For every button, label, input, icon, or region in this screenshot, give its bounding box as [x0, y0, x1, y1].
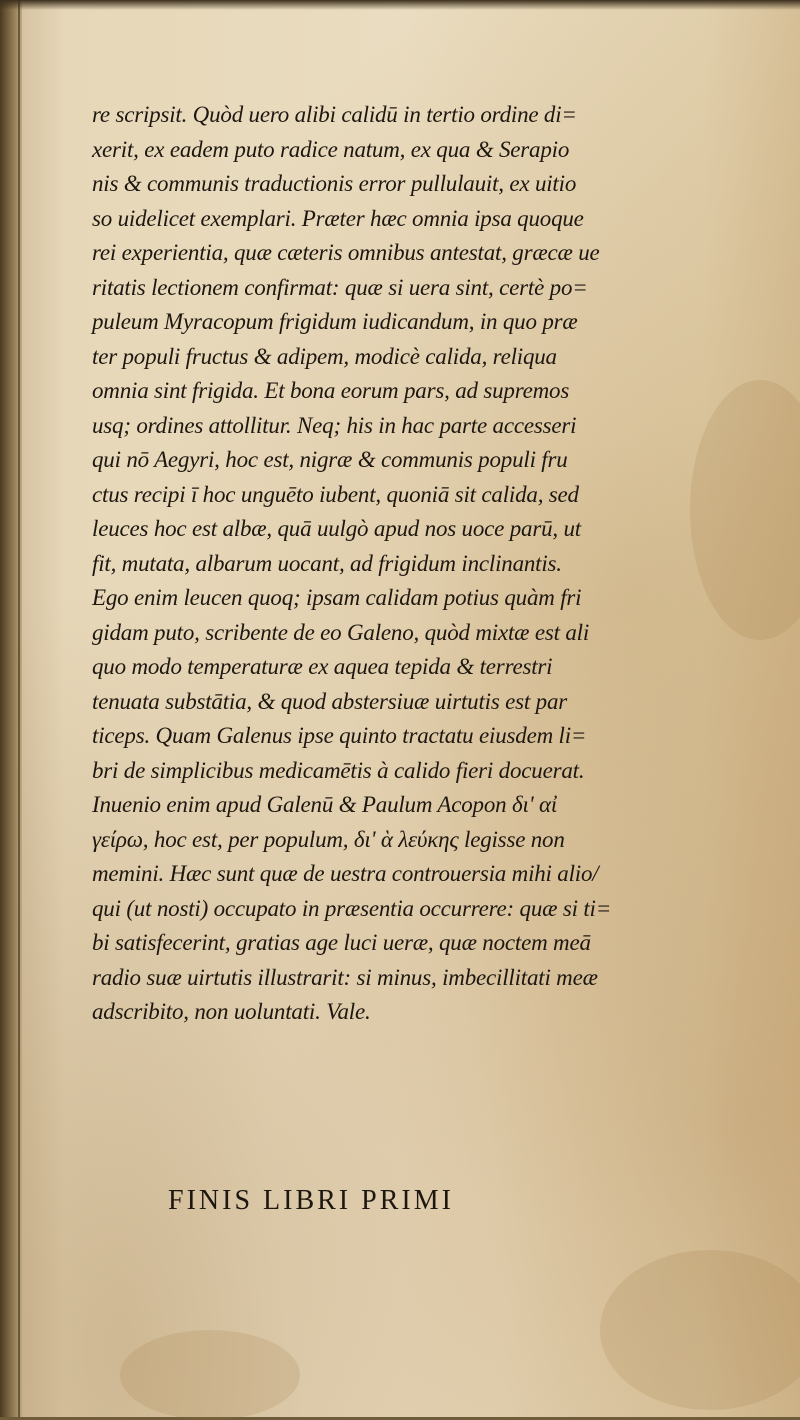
body-text — [92, 98, 692, 1030]
paper-stain — [120, 1330, 300, 1420]
text-line: radio suæ uirtutis illustrarit: si minus, imbecillitati meæ — [92, 964, 598, 990]
book-end-heading: FINIS LIBRI PRIMI — [168, 1185, 454, 1216]
text-line: tenuata substātia, & quod abstersiuæ uirtutis est par — [92, 688, 567, 714]
text-line: ritatis lectionem confirmat: quæ si uera sint, certè po= — [92, 274, 588, 300]
text-line: gidam puto, scribente de eo Galeno, quòd mixtæ est ali — [92, 619, 590, 645]
text-line: puleum Myracopum frigidum iudicandum, in quo præ — [92, 309, 578, 334]
text-line: γείρω, hoc est, per populum, δι' ὰ λεύκης legisse non — [92, 826, 565, 852]
text-line: ter populi fructus & adipem, modicè calida, reliqua — [92, 343, 557, 369]
text-line: so uidelicet exemplari. Præter hæc omnia ipsa quoque — [92, 205, 584, 231]
paper-stain — [600, 1250, 800, 1410]
page-top-edge — [0, 0, 800, 10]
text-line: memini. Hæc sunt quæ de uestra controuersia mihi alio/ — [92, 861, 599, 886]
binding-line — [18, 0, 20, 1417]
text-line: fit, mutata, albarum uocant, ad frigidum inclinantis. — [92, 550, 562, 576]
text-line: Ego enim leucen quoq; ipsam calidam potius quàm fri — [92, 585, 582, 610]
text-line: nis & communis traductionis error pullulauit, ex uitio — [92, 171, 577, 196]
paper-stain — [690, 380, 800, 640]
text-line: qui (ut nosti) occupato in præsentia occurrere: quæ si ti= — [92, 895, 612, 921]
text-line: omnia sint frigida. Et bona eorum pars, ad supremos — [92, 378, 570, 403]
text-line: usq; ordines attollitur. Neq; his in hac parte accesseri — [92, 412, 577, 438]
text-line: re scripsit. Quòd uero alibi calidū in tertio ordine di= — [92, 102, 577, 127]
text-line: ticeps. Quam Galenus ipse quinto tractatu eiusdem li= — [92, 723, 587, 748]
text-line: adscribito, non uoluntati. Vale. — [92, 999, 371, 1024]
text-line: xerit, ex eadem puto radice natum, ex qua & Serapio — [92, 136, 570, 162]
text-line: Inuenio enim apud Galenū & Paulum Acopon δι' αἰ — [92, 792, 558, 817]
text-line: rei experientia, quæ cæteris omnibus antestat, græcæ ue — [92, 240, 600, 265]
text-line: bri de simplicibus medicamētis à calido fieri docuerat. — [92, 757, 585, 783]
text-line: qui nō Aegyri, hoc est, nigræ & communis populi fru — [92, 447, 568, 472]
text-line: quo modo temperaturæ ex aquea tepida & terrestri — [92, 654, 553, 679]
text-line: leuces hoc est albæ, quā uulgò apud nos uoce parū, ut — [92, 516, 581, 541]
text-line: bi satisfecerint, gratias age luci ueræ, quæ noctem meā — [92, 930, 591, 955]
text-line: ctus recipi ī hoc unguēto iubent, quoniā sit calida, sed — [92, 481, 579, 507]
